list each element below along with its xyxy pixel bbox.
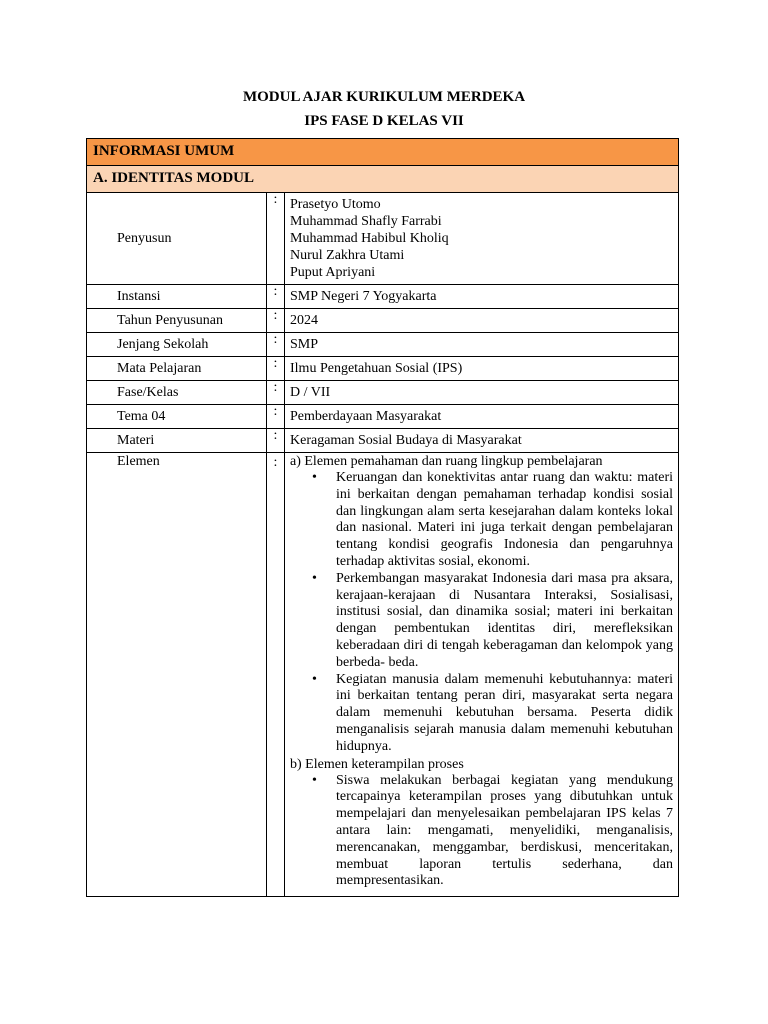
row-value: SMP xyxy=(285,333,679,357)
colon-separator: : xyxy=(267,429,285,453)
colon-separator: : xyxy=(267,357,285,381)
document-title: MODUL AJAR KURIKULUM MERDEKA xyxy=(242,89,526,105)
colon-separator: : xyxy=(267,193,285,285)
row-label: Mata Pelajaran xyxy=(87,357,267,381)
table-row-mapel xyxy=(87,357,679,381)
document-subtitle: IPS FASE D KELAS VII xyxy=(304,113,464,129)
table-row-jenjang xyxy=(87,333,679,357)
row-label: Materi xyxy=(87,429,267,453)
list-item: • Kegiatan manusia dalam memenuhi kebutuhannya: materi ini berkaitan tentang peran diri, masyarakat serta negara dalam memenuhi kebutuhan bersama. Peserta didik menganalisis sejarah manusia dalam memenuhi kebutuhan hidupnya. xyxy=(336,672,673,756)
list-item: • Perkembangan masyarakat Indonesia dari masa pra aksara, kerajaan-kerajaan di Nusantara Interaksi, Sosialisasi, institusi sosial, dan dinamika sosial; materi ini berkaitan dengan pembentukan identitas diri, merefleksikan keberadaan diri di tengah keberagaman dan kelompok yang berbeda- beda. xyxy=(336,571,673,672)
elemen-content xyxy=(285,453,679,897)
row-value: D / VII xyxy=(285,381,679,405)
author-name: Nurul Zakhra Utami xyxy=(290,248,405,263)
table-row-penyusun xyxy=(87,193,679,285)
author-name: Muhammad Shafly Farrabi xyxy=(290,214,442,229)
table-row-instansi xyxy=(87,285,679,309)
row-value: 2024 xyxy=(285,309,679,333)
author-name: Muhammad Habibul Kholiq xyxy=(290,231,449,246)
elemen-b-list xyxy=(290,773,673,891)
row-label: Elemen xyxy=(87,453,267,897)
row-value: SMP Negeri 7 Yogyakarta xyxy=(285,285,679,309)
elemen-a-list xyxy=(290,470,673,756)
row-value: Keragaman Sosial Budaya di Masyarakat xyxy=(285,429,679,453)
elemen-a-heading: a) Elemen pemahaman dan ruang lingkup pembelajaran xyxy=(290,454,603,469)
author-name: Puput Apriyani xyxy=(290,265,376,280)
list-item: • Keruangan dan konektivitas antar ruang dan waktu: materi ini berkaitan dengan pemahaman terhadap kondisi sosial dan lingkungan alam serta kesejarahan dalam konteks lokal dan nasional. Materi ini juga terkait dengan pembelajaran tentang kondisi geografis Indonesia dan pengaruhnya terhadap aktivitas sosial, ekonomi. xyxy=(336,470,673,571)
table-row-tema xyxy=(87,405,679,429)
section-header: INFORMASI UMUM xyxy=(87,139,679,166)
module-identity-table xyxy=(86,138,679,897)
table-row-tahun xyxy=(87,309,679,333)
row-label: Fase/Kelas xyxy=(87,381,267,405)
table-row-fase xyxy=(87,381,679,405)
colon-separator: : xyxy=(267,333,285,357)
elemen-b-heading: b) Elemen keterampilan proses xyxy=(290,756,464,772)
colon-separator: : xyxy=(267,405,285,429)
table-row-materi xyxy=(87,429,679,453)
row-value: Ilmu Pengetahuan Sosial (IPS) xyxy=(285,357,679,381)
row-label: Jenjang Sekolah xyxy=(87,333,267,357)
author-name: Prasetyo Utomo xyxy=(290,197,381,212)
penyusun-list xyxy=(285,193,679,285)
row-value: Pemberdayaan Masyarakat xyxy=(285,405,679,429)
subsection-header: A. IDENTITAS MODUL xyxy=(87,166,679,193)
subsection-header-row xyxy=(87,166,679,193)
row-label: Penyusun xyxy=(87,193,267,285)
colon-separator: : xyxy=(267,285,285,309)
colon-separator: : xyxy=(267,381,285,405)
row-label: Instansi xyxy=(87,285,267,309)
table-row-elemen xyxy=(87,453,679,897)
colon-separator: : xyxy=(267,309,285,333)
row-label: Tahun Penyusunan xyxy=(87,309,267,333)
section-header-row xyxy=(87,139,679,166)
row-label: Tema 04 xyxy=(87,405,267,429)
colon-separator: : xyxy=(267,453,285,897)
list-item: • Siswa melakukan berbagai kegiatan yang mendukung tercapainya keterampilan proses yang dibutuhkan untuk mempelajari dan menyelesaikan pembelajaran IPS kelas 7 antara lain: mengamati, menyelidiki, menganalisis, merencanakan, menggambar, berdiskusi, menceritakan, membuat laporan tertulis sederhana, dan mempresentasikan. xyxy=(336,773,673,891)
